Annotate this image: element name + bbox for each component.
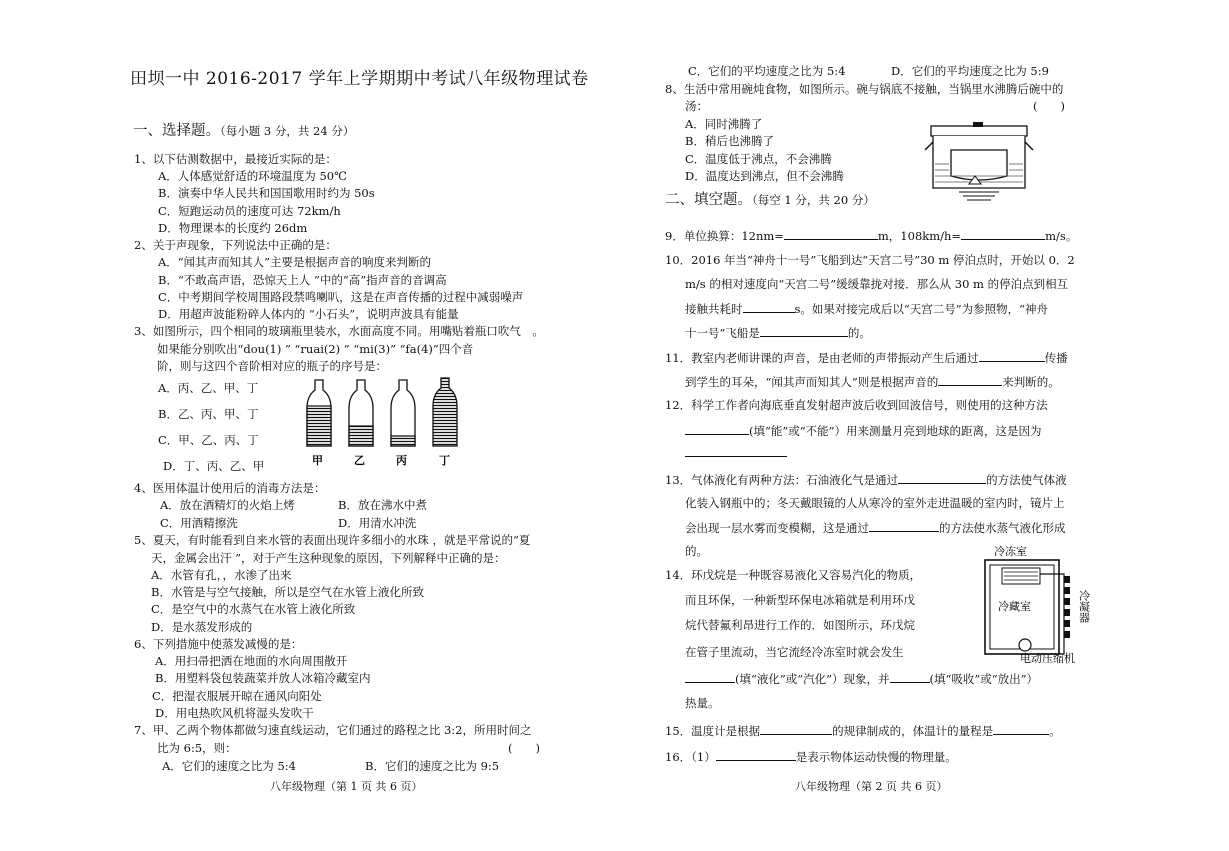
q13-blank-1[interactable] bbox=[898, 472, 986, 484]
section2-heading bbox=[665, 193, 875, 207]
section2-note: （每空 1 分，共 20 分） bbox=[752, 193, 875, 207]
q7-answer-paren: ( ) bbox=[508, 741, 540, 755]
section1-heading bbox=[133, 124, 354, 138]
q11-text-2a: 到学生的耳朵，“闻其声而知其人”则是根据声音的 bbox=[685, 375, 939, 389]
q3-option-d: D．丁、丙、乙、甲 bbox=[163, 459, 265, 473]
q14-line2: 而且环保，一种新型环保电冰箱就是利用环戊 bbox=[685, 593, 915, 607]
refrigerator-figure bbox=[970, 546, 1102, 664]
section1-heading-text: 一、选择题。 bbox=[133, 123, 220, 139]
q16-line bbox=[665, 749, 957, 764]
q6-stem: 6、下列措施中使蒸发减慢的是： bbox=[134, 637, 303, 651]
q16-blank-1[interactable] bbox=[716, 749, 796, 761]
q8-option-d: D．温度达到沸点，但不会沸腾 bbox=[685, 169, 844, 183]
q5-option-c: C．是空气中的水蒸气在水管上液化所致 bbox=[151, 602, 356, 616]
q16-text-a: 16．（1） bbox=[665, 750, 716, 764]
q4-option-a: A．放在酒精灯的火焰上烤 bbox=[160, 498, 295, 512]
q12-line3 bbox=[685, 445, 787, 460]
q5-option-d: D．是水蒸发形成的 bbox=[151, 620, 253, 634]
q12-blank-2[interactable] bbox=[685, 445, 787, 457]
q9-text-b: m，108km/h= bbox=[877, 229, 962, 243]
q1-stem: 1、以下估测数据中，最接近实际的是： bbox=[134, 152, 337, 166]
right-page bbox=[615, 0, 1229, 851]
q7-option-d: D．它们的平均速度之比为 5:9 bbox=[891, 64, 1049, 78]
q14-blank-2[interactable] bbox=[890, 671, 930, 683]
q5-option-a: A．水管有孔，，水渗了出来 bbox=[151, 568, 292, 582]
bottle-label-ding: 丁 bbox=[439, 454, 450, 467]
q9-text-a: 9．单位换算：12nm= bbox=[665, 229, 784, 243]
q14-blank-1[interactable] bbox=[685, 671, 735, 683]
q2-option-d: D．用超声波能粉碎人体内的 “小石头”，说明声波具有能量 bbox=[158, 307, 459, 321]
q8-option-b: B．稍后也沸腾了 bbox=[685, 134, 774, 148]
q14-text-5a: (填“液化”或“汽化”）现象，并 bbox=[735, 672, 890, 686]
q2-stem: 2、关于声现象，下列说法中正确的是： bbox=[134, 238, 337, 252]
bowl bbox=[951, 150, 1007, 180]
q10-blank-1[interactable] bbox=[743, 301, 795, 313]
q14-text-5b: (填“吸收”或“放出”） bbox=[929, 672, 1039, 686]
q7-stem-line1: 7、甲、乙两个物体都做匀速直线运动，它们通过的路程之比 3:2，所用时间之 bbox=[134, 723, 532, 737]
lid-knob bbox=[973, 122, 983, 127]
q2-option-a: A．“闻其声而知其人”主要是根据声音的响度来判断的 bbox=[158, 255, 432, 269]
q10-text-3b: s。如果对接完成后以“天宫二号”为参照物，“神舟 bbox=[794, 302, 1049, 316]
q5-option-b: B．水管是与空气接触，所以是空气在水管上液化所致 bbox=[151, 585, 424, 599]
q13-blank-2[interactable] bbox=[869, 520, 939, 532]
q6-option-a: A．用扫帚把洒在地面的水向周围散开 bbox=[155, 654, 348, 668]
bottle-ding bbox=[433, 378, 457, 446]
q10-text-4a: 十一号”飞船是 bbox=[685, 326, 760, 340]
q3-stem-line1: 3、如图所示，四个相同的玻璃瓶里装水，水面高度不同。用嘴贴着瓶口吹气 。 bbox=[134, 324, 544, 338]
q14-line5 bbox=[685, 671, 1038, 686]
q9-line bbox=[665, 228, 1077, 243]
q9-blank-1[interactable] bbox=[784, 228, 878, 240]
q3-option-a: A．丙、乙、甲、丁 bbox=[158, 381, 259, 395]
q13-text-3a: 会出现一层水雾而变模糊，这是通过 bbox=[685, 521, 869, 535]
q2-option-b: B．“不敢高声语，恐惊天上人 ”中的“高”指声音的音调高 bbox=[158, 273, 447, 287]
q7-option-b: B．它们的速度之比为 9:5 bbox=[365, 759, 500, 773]
bottle-yi bbox=[349, 380, 373, 446]
q7-option-a: A．它们的速度之比为 5:4 bbox=[162, 759, 296, 773]
label-condenser: 冷凝器 bbox=[1077, 590, 1091, 623]
section2-heading-text: 二、填空题。 bbox=[665, 192, 752, 208]
q10-text-4b: 的。 bbox=[847, 326, 871, 340]
q5-stem-line1: 5、夏天，有时能看到自来水管的表面出现许多细小的水珠 ，就是平常说的“夏 bbox=[134, 533, 531, 547]
q15-blank-2[interactable] bbox=[993, 723, 1049, 735]
q10-text-3a: 接触共耗时 bbox=[685, 302, 743, 316]
q1-option-d: D．物理课本的长度约 26dm bbox=[158, 221, 308, 235]
q11-blank-2[interactable] bbox=[938, 374, 1002, 386]
q9-text-c: m/s。 bbox=[1045, 229, 1078, 243]
q13-line2: 化装入钢瓶中的；冬天戴眼镜的人从寒冷的室外走进温暖的室内时，镜片上 bbox=[685, 496, 1065, 510]
left-page bbox=[0, 0, 614, 851]
q13-text-1b: 的方法使气体液 bbox=[986, 473, 1067, 487]
q15-text-b: 的规律制成的，体温计的量程是 bbox=[832, 724, 994, 738]
q5-stem-line2: 天，金属会出汗 ”，对于产生这种现象的原因，下列解释中正确的是： bbox=[151, 551, 506, 565]
q11-line2 bbox=[685, 374, 1060, 389]
q14-line4: 在管子里流动，当它流经冷冻室时就会发生 bbox=[685, 645, 904, 659]
q15-blank-1[interactable] bbox=[760, 723, 832, 735]
q15-text-c: 。 bbox=[1049, 724, 1061, 738]
q12-line1: 12．科学工作者向海底垂直发射超声波后收到回波信号，则使用的这种方法 bbox=[665, 398, 1048, 412]
q14-line3: 烷代替氟利昂进行工作的．如图所示，环戊烷 bbox=[685, 618, 915, 632]
q14-line1: 14．环戊烷是一种既容易液化又容易汽化的物质， bbox=[665, 568, 922, 582]
pot-bowl-figure bbox=[923, 120, 1035, 202]
q11-blank-1[interactable] bbox=[979, 350, 1045, 362]
q10-line2: m/s 的相对速度向“天宫二号”缓缓靠拢对接．那么从 30 m 的停泊点到相互 bbox=[685, 277, 1069, 291]
q10-line4 bbox=[685, 325, 871, 340]
q8-stem-line1: 8、生活中常用碗炖食物，如图所示。碗与锅底不接触，当锅里水沸腾后碗中的 bbox=[665, 82, 1064, 96]
q1-option-c: C．短跑运动员的速度可达 72km/h bbox=[158, 204, 341, 218]
bottle-label-yi: 乙 bbox=[354, 454, 365, 467]
q7-stem-line2: 比为 6:5，则： bbox=[157, 741, 237, 755]
q13-line1 bbox=[665, 472, 1067, 487]
q12-text-2: (填“能”或“不能”）用来测量月亮到地球的距离，这是因为 bbox=[749, 424, 1042, 438]
q6-option-b: B．用塑料袋包装蔬菜并放人冰箱冷藏室内 bbox=[155, 671, 371, 685]
q13-line3 bbox=[685, 520, 1066, 535]
q3-stem-line2: 如果能分别吹出“dou(1) ” “ruai(2) ” “mi(3)” “fa(4)”四个音 bbox=[157, 342, 474, 356]
q12-blank-1[interactable] bbox=[685, 423, 749, 435]
section1-note: （每小题 3 分，共 24 分） bbox=[220, 124, 355, 138]
bottle-label-jia: 甲 bbox=[312, 454, 323, 467]
q4-option-b: B．放在沸水中煮 bbox=[338, 498, 427, 512]
q3-option-c: C．甲、乙、丙、丁 bbox=[158, 433, 259, 447]
bottles-figure bbox=[298, 374, 470, 470]
q11-line1 bbox=[665, 350, 1068, 365]
q4-option-c: C．用酒精擦洗 bbox=[160, 516, 238, 530]
q10-line1: 10．2016 年当“神舟十一号”飞船到达“天宫二号”30 m 停泊点时，开始以 0．2 bbox=[665, 253, 1075, 267]
q11-text-1b: 传播 bbox=[1044, 351, 1068, 365]
q12-line2 bbox=[685, 423, 1042, 438]
q13-line4: 的。 bbox=[685, 544, 708, 558]
q4-option-d: D．用清水冲洗 bbox=[338, 516, 417, 530]
q9-blank-2[interactable] bbox=[961, 228, 1045, 240]
q8-option-a: A．同时沸腾了 bbox=[685, 117, 763, 131]
q6-option-d: D．用电热吹风机将湿头发吹干 bbox=[155, 706, 314, 720]
q7-option-c: C．它们的平均速度之比为 5:4 bbox=[688, 64, 846, 78]
bottle-bing bbox=[391, 380, 415, 446]
q13-text-3b: 的方法使水蒸气液化形成 bbox=[939, 521, 1066, 535]
flame-base bbox=[959, 192, 999, 200]
q2-option-c: C．中考期间学校周围路段禁鸣喇叭，这是在声音传播的过程中减弱噪声 bbox=[158, 290, 524, 304]
q3-stem-line3: 阶，则与这四个音阶相对应的瓶子的序号是： bbox=[157, 359, 387, 373]
q6-option-c: C．把湿衣服展开晾在通风向阳处 bbox=[152, 689, 322, 703]
bottle-jia bbox=[307, 380, 331, 446]
q10-line3 bbox=[685, 301, 1048, 316]
q8-answer-paren: ( ) bbox=[1033, 99, 1065, 113]
q13-text-1a: 13．气体液化有两种方法：石油液化气是通过 bbox=[665, 473, 899, 487]
q11-text-2b: 来判断的。 bbox=[1002, 375, 1060, 389]
condenser-fins bbox=[1064, 576, 1070, 638]
q11-text-1a: 11．教室内老师讲课的声音，是由老师的声带振动产生后通过 bbox=[665, 351, 979, 365]
q15-line bbox=[665, 723, 1061, 738]
q1-option-a: A．人体感觉舒适的环境温度为 50℃ bbox=[158, 169, 347, 183]
page2-footer: 八年级物理（第 2 页 共 6 页） bbox=[795, 780, 948, 793]
q10-blank-2[interactable] bbox=[760, 325, 848, 337]
compressor-icon bbox=[1019, 639, 1031, 651]
q4-stem: 4、医用体温计使用后的消毒方法是： bbox=[134, 481, 326, 495]
q15-text-a: 15．温度计是根据 bbox=[665, 724, 761, 738]
label-fridge: 冷藏室 bbox=[998, 600, 1031, 613]
label-freezer: 冷冻室 bbox=[994, 546, 1027, 558]
exam-title: 田坝一中 2016-2017 学年上学期期中考试八年级物理试卷 bbox=[130, 69, 589, 89]
bottle-label-bing: 丙 bbox=[396, 454, 407, 467]
q3-option-b: B．乙、丙、甲、丁 bbox=[158, 407, 259, 421]
label-compressor: 电动压缩机 bbox=[1020, 652, 1075, 664]
q8-option-c: C．温度低于沸点，不会沸腾 bbox=[685, 152, 832, 166]
q1-option-b: B．演奏中华人民共和国国歌用时约为 50s bbox=[158, 186, 375, 200]
pot-lid bbox=[931, 126, 1027, 136]
q16-text-b: 是表示物体运动快慢的物理量。 bbox=[795, 750, 957, 764]
q8-stem-line2: 汤： bbox=[685, 99, 708, 113]
q14-line6: 热量。 bbox=[685, 696, 720, 710]
page1-footer: 八年级物理（第 1 页 共 6 页） bbox=[270, 780, 423, 793]
